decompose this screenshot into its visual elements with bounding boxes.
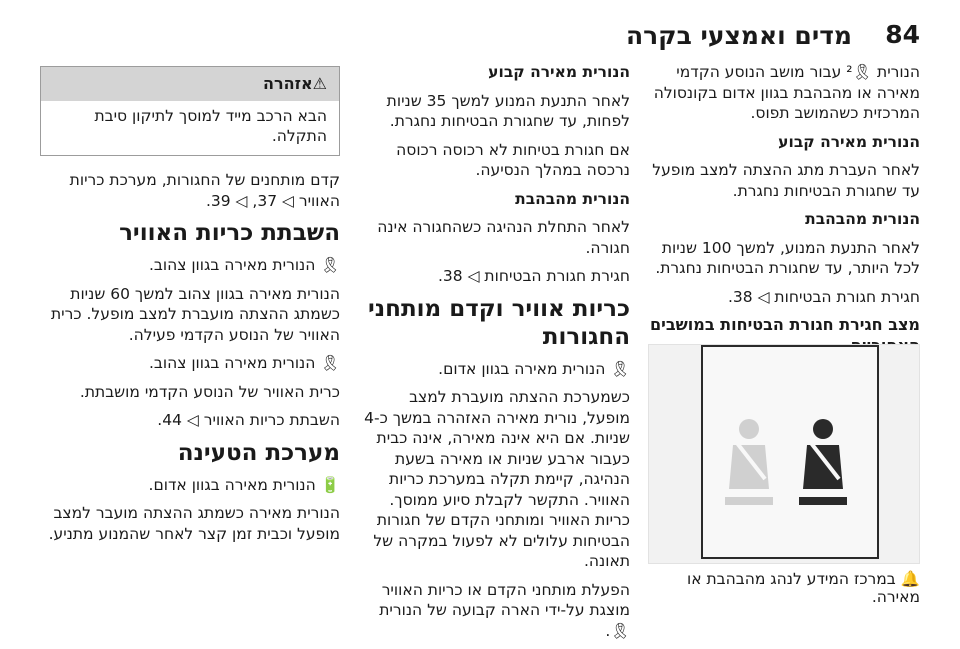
column-middle [360,62,630,649]
column-right [650,62,920,364]
column-left [40,170,340,552]
warning-title: ⚠אזהרה [41,67,339,101]
page-number: 84 [885,20,920,49]
cross-reference: חגירת חגורת הבטיחות ◁ 38. [727,287,920,306]
display-frame [701,345,879,559]
page-header [0,18,960,68]
cross-reference: קדם מותחנים של החגורות, מערכת כריות האוויר ◁ 37, ◁ 39. [69,171,340,210]
paragraph: לאחר התחלת הנהיגה כשהחגורה אינה חגורה. [377,218,630,257]
paragraph: 🔋 הנורית מאירה בגוון אדום. [148,475,340,494]
section-title-airbags: כריות אוויר וקדם מותחני החגורות [367,295,630,350]
paragraph: אם חגורת בטיחות לא רכוסה רכוסה נרכסה במהלך הנסיעה. [396,140,630,179]
seatbelt-light-icon [725,419,773,505]
subheading-steady: הנורית מאירה קבוע [778,132,920,151]
warning-text: הבא הרכב מייד למוסך לתיקון סיבת התקלה. [94,107,327,145]
seatbelt-figure [648,344,920,564]
paragraph: לאחר התנעת המנוע, למשך 100 שניות לכל היותר, עד שחגורת הבטיחות נחגרת. [655,238,920,277]
paragraph [40,284,340,346]
figure-caption: 🔔 במרכז המידע לנהג מהבהבת או מאירה. [686,570,920,606]
running-title: מדים ואמצעי בקרה [625,21,852,50]
paragraph: כרית האוויר של הנוסע הקדמי מושבתת. [79,382,340,401]
paragraph-rest: ההצתה מועברת למצב מופעל. כרית האוויר של הנוסע הקדמי פעילה. [50,305,340,344]
paragraph: לאחר התנעת המנוע למשך 35 שניות לפחות, עד שחגורת הבטיחות נחגרת. [386,91,630,130]
paragraph: 🎗 הנורית מאירה בגוון אדום. [438,359,630,378]
intro-paragraph: הנורית 🎗² עבור מושב הנוסע הקדמי מאירה או מהבהבת בגוון אדום בקונסולה המרכזית כשהמושב תפוס. [653,63,920,122]
paragraph: הפעלת מותחני הקדם או כריות האוויר מוצגת על-ידי הארה קבועה של הנורית 🎗. [379,580,630,640]
paragraph: הנורית מאירה כשמתג ההצתה מועבר למצב מופעל וכבית זמן קצר לאחר שהמנוע מתניע. [48,504,340,543]
seatbelt-dark-icon [799,419,847,505]
subheading-flashing: הנורית מהבהבת [805,210,920,228]
section-heading-rear-belts: מצב חגירת חגורת הבטיחות במושבים [650,315,920,334]
section-title-charging: מערכת הטעינה [177,439,340,466]
paragraph-lead: הנורית מאירה בגוון צהוב למשך 60 שניות כשמתג [70,284,340,323]
subheading-steady: הנורית מאירה קבוע [488,63,630,81]
paragraph: כשמערכת ההצתה מועברת למצב מופעל, נורית מאירה האזהרה במשך כ-4 שניות. אם היא אינה מאירה, אינה כבית כעבור ארבע שניות או מאירה בשעת הנהיגה, קיימת תקלה במערכת כריות האוויר. התקשר לקבלת סיוע ממוסך. כריות האוויר ומותחני הקדם של חגורות הבטיחות עלולים לא לפעול במקרה של תאונה. [364,388,630,570]
subheading-flashing: הנורית מהבהבת [515,189,630,208]
paragraph: 🎗 הנורית מאירה בגוון צהוב. [148,256,340,274]
paragraph: 🎗 הנורית מאירה בגוון צהוב. [148,354,340,372]
cross-reference: חגירת חגורת הבטיחות ◁ 38. [437,267,630,285]
cross-reference: השבתת כריות האוויר ◁ 44. [157,411,340,429]
paragraph: לאחר העברת מתג ההצתה למצב מופעל עד שחגורת הבטיחות נחגרת. [652,161,920,200]
seatbelt-icons [703,347,877,557]
warning-box [40,66,340,156]
section-title-airbag-deactivation: השבתת כריות האוויר [119,220,340,246]
